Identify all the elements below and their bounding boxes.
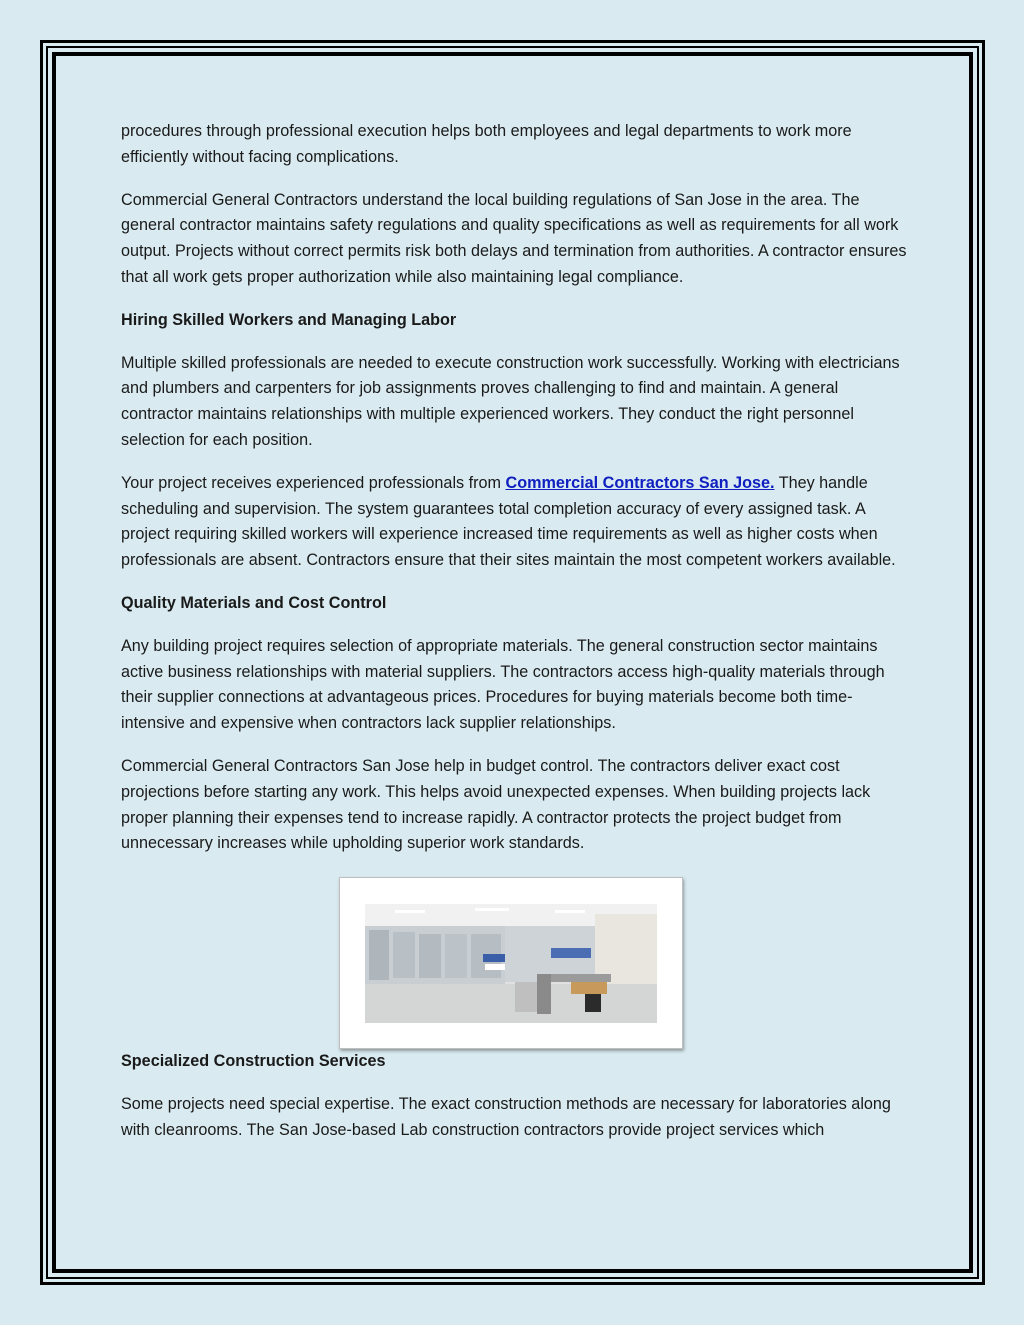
heading-specialized-services: Specialized Construction Services [121,1052,386,1071]
paragraph-experienced-professionals [121,471,911,574]
paragraph-text-after-link: They handle scheduling and supervision. The system guarantees total completion accuracy of every assigned task. A project requiring skilled workers will experience increased time requirements as well as higher costs when professionals are absent. Contractors ensure that their sites maintain the most competent workers available. [121,473,896,570]
document-body [121,119,911,1161]
office-photo-frame [339,877,683,1049]
commercial-contractors-link[interactable]: Commercial Contractors San Jose. [505,473,775,492]
paragraph-budget-control: Commercial General Contractors San Jose help in budget control. The contractors deliver exact cost projections before starting any work. This helps avoid unexpected expenses. When building projects lack proper planning their expenses tend to increase rapidly. A contractor protects the project budget from unnecessary increases while upholding superior work standards. [121,756,871,853]
paragraph-regulations: Commercial General Contractors understand the local building regulations of San Jose in the area. The general contractor maintains safety regulations and quality specifications as well as requirements for all work output. Projects without correct permits risk both delays and termination from authorities. A contractor ensures that all work gets proper authorization while also maintaining legal compliance. [121,190,907,286]
paragraph-skilled-professionals: Multiple skilled professionals are needed to execute construction work successfully. Working with electricians and plumbers and carpenters for job assignments proves challenging to find and maintain. A general contractor maintains relationships with multiple experienced workers. They conduct the right personnel selection for each position. [121,353,900,449]
paragraph-special-expertise: Some projects need special expertise. The exact construction methods are necessary for laboratories along with cleanrooms. The San Jose-based Lab construction contractors provide project services which [121,1094,891,1139]
paragraph-materials: Any building project requires selection of appropriate materials. The general construction sector maintains active business relationships with material suppliers. The contractors access high-quality materials through their supplier connections at advantageous prices. Procedures for buying materials become both time-intensive and expensive when contractors lack supplier relationships. [121,636,885,733]
heading-hiring-skilled-workers: Hiring Skilled Workers and Managing Labor [121,310,457,329]
paragraph-text-before-link: Your project receives experienced professionals from [121,473,506,492]
heading-quality-materials: Quality Materials and Cost Control [121,593,387,612]
office-interior-image [365,904,657,1023]
paragraph-procedures: procedures through professional execution helps both employees and legal departments to work more efficiently without facing complications. [121,122,852,166]
